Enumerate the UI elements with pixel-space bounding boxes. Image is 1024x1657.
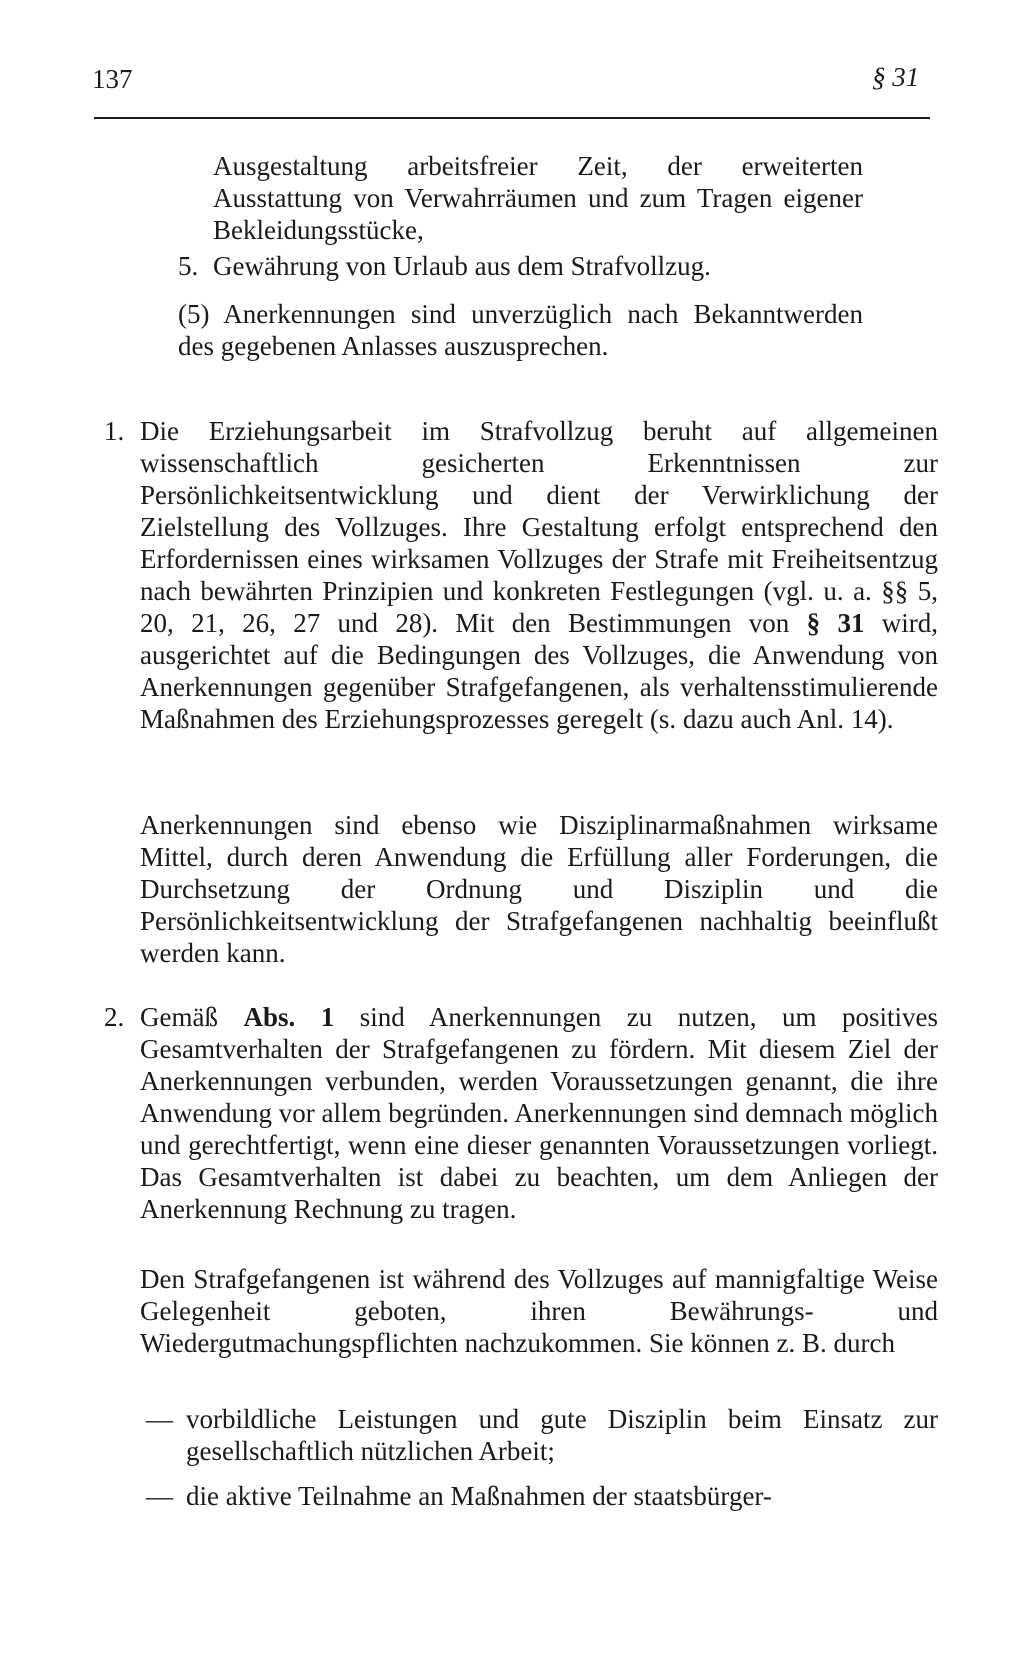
bullet-1-dash: — (146, 1404, 173, 1434)
note-2-text-a: Gemäß (140, 1002, 218, 1032)
paragraph-5: (5) Anerkennungen sind unverzüglich nach Bekanntwerden des gegebenen Anlasses auszusprechen. (178, 299, 863, 361)
note-2-text (140, 1001, 938, 1225)
bullet-2-dash: — (146, 1481, 173, 1511)
note-2-paragraph-2: Den Strafgefangenen ist während des Vollzuges auf mannigfaltige Weise Gelegenheit geboten, ihren Bewährungs- und Wiedergutmachungspflichten nachzukommen. Sie können z. B. durch (140, 1264, 938, 1358)
note-2-bold-ref: Abs. 1 (243, 1002, 335, 1032)
item-5-text: Gewährung von Urlaub aus dem Strafvollzug. (213, 251, 711, 281)
bullet-2-text: die aktive Teilnahme an Maßnahmen der staatsbürger- (186, 1481, 772, 1511)
note-1-text-b: wird, ausgerichtet auf die Bedingungen des Vollzuges, die Anwendung von Anerkennungen gegenüber Strafgefangenen, als verhaltensstimulierende Maßnahmen des Erziehungsprozesses geregelt (s. dazu auch Anl. 14). (140, 608, 939, 734)
note-1-number: 1. (104, 416, 125, 446)
section-reference: § 31 (872, 62, 920, 92)
page-number: 137 (92, 64, 133, 94)
note-2-number: 2. (104, 1002, 125, 1032)
note-1-bold-ref: § 31 (806, 608, 865, 638)
note-2-text-b: sind Anerkennungen zu nutzen, um positives Gesamtverhalten der Strafgefangenen zu fördern. Mit diesem Ziel der Anerkennungen verbunden, werden Voraussetzungen genannt, die ihre Anwendung vor allem begründen. Anerkennungen sind demnach möglich und gerechtfertigt, wenn eine dieser genannten Voraussetzungen vorliegt. Das Gesamtverhalten ist dabei zu beachten, um dem Anliegen der Anerkennung Rechnung zu tragen. (140, 1002, 939, 1224)
header-rule (94, 117, 930, 119)
note-1-text (140, 415, 938, 735)
item-5-number: 5. (178, 251, 199, 281)
continued-list-text: Ausgestaltung arbeitsfreier Zeit, der erweiterten Ausstattung von Verwahrräumen und zum Tragen eigener Bekleidungsstücke, (213, 151, 863, 245)
note-1-paragraph-2: Anerkennungen sind ebenso wie Disziplinarmaßnahmen wirksame Mittel, durch deren Anwendung die Erfüllung aller Forderungen, die Durchsetzung der Ordnung und Disziplin und die Persönlichkeitsentwicklung der Strafgefangenen nachhaltig beeinflußt werden kann. (140, 810, 938, 968)
note-1-text-a: Die Erziehungsarbeit im Strafvollzug beruht auf allgemeinen wissenschaftlich gesicherten Erkenntnissen zur Persönlichkeitsentwicklung und dient der Verwirklichung der Zielstellung des Vollzuges. Ihre Gestaltung erfolgt entsprechend den Erfordernissen eines wirksamen Vollzuges der Strafe mit Freiheitsentzug nach bewährten Prinzipien und konkreten Festlegungen (vgl. u. a. §§ 5, 20, 21, 26, 27 und 28). Mit den Bestimmungen von (140, 416, 938, 638)
bullet-1-text: vorbildliche Leistungen und gute Disziplin beim Einsatz zur gesellschaftlich nützlichen Arbeit; (186, 1404, 938, 1466)
